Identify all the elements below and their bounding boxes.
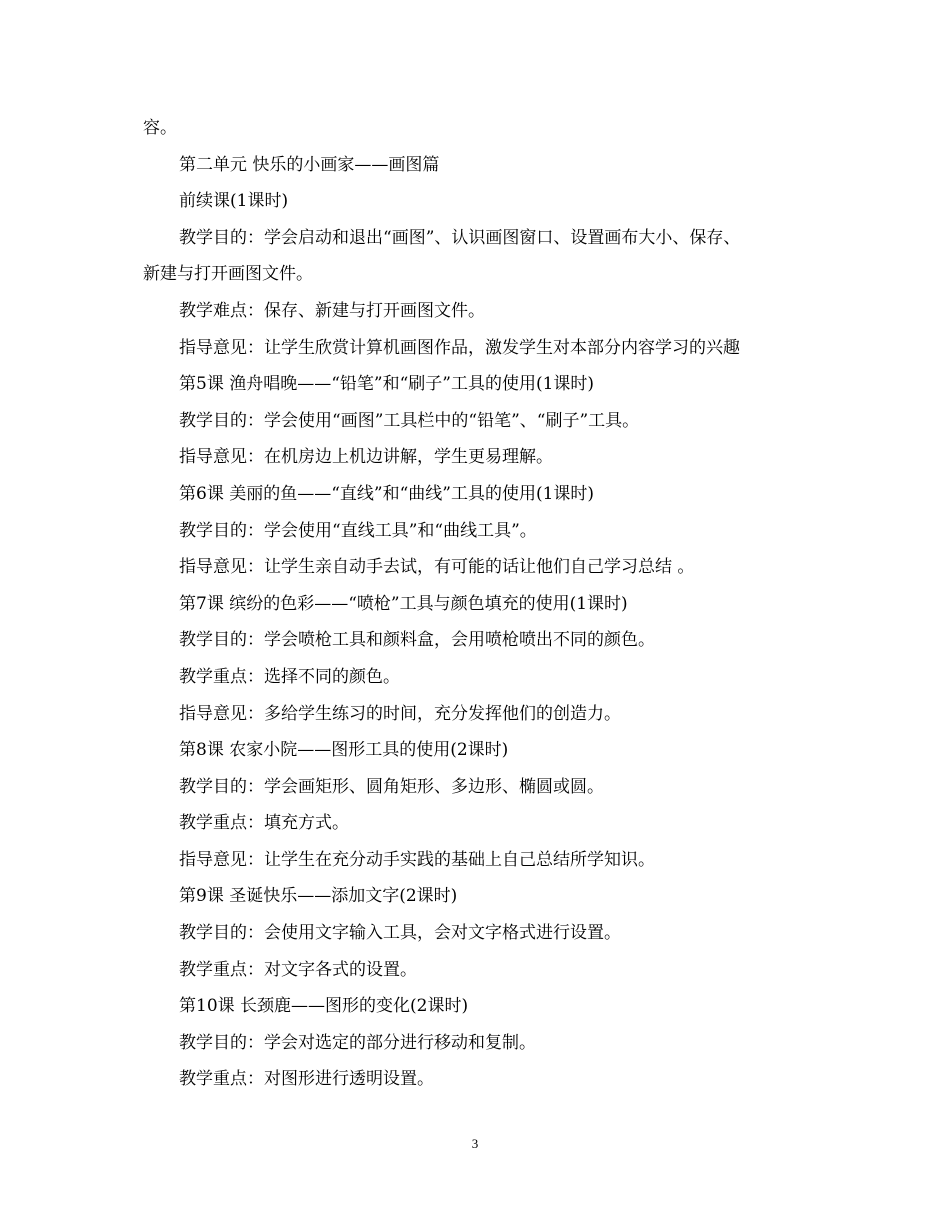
guidance-note: 指导意见：让学生欣赏计算机画图作品，激发学生对本部分内容学习的兴趣 <box>179 337 740 358</box>
teaching-key-point: 教学重点：对图形进行透明设置。 <box>179 1069 434 1090</box>
lesson-heading: 第8课 农家小院——图形工具的使用(2课时) <box>179 740 509 761</box>
lesson-heading: 第7课 缤纷的色彩——“喷枪”工具与颜色填充的使用(1课时) <box>179 593 628 614</box>
continued-text-line: 容。 <box>143 118 177 138</box>
teaching-key-point: 教学重点：选择不同的颜色。 <box>179 666 400 687</box>
guidance-note: 指导意见：让学生亲自动手去试，有可能的话让他们自己学习总结 。 <box>179 557 695 578</box>
lesson-heading: 第5课 渔舟唱晚——“铅笔”和“刷子”工具的使用(1课时) <box>179 374 595 395</box>
unit-heading: 第二单元 快乐的小画家——画图篇 <box>179 154 440 175</box>
teaching-objective: 教学目的：学会使用“直线工具”和“曲线工具”。 <box>179 520 537 541</box>
teaching-objective: 教学目的：学会启动和退出“画图”、认识画图窗口、设置画布大小、保存、 <box>179 227 741 248</box>
teaching-objective: 教学目的：学会画矩形、圆角矩形、多边形、椭圆或圆。 <box>179 776 604 797</box>
teaching-objective: 教学目的：学会使用“画图”工具栏中的“铅笔”、“刷子”工具。 <box>179 410 640 431</box>
lesson-heading: 第6课 美丽的鱼——“直线”和“曲线”工具的使用(1课时) <box>179 483 595 504</box>
teaching-key-point: 教学重点：对文字各式的设置。 <box>179 959 417 980</box>
teaching-objective-continued: 新建与打开画图文件。 <box>143 264 313 285</box>
lesson-heading: 第9课 圣诞快乐——添加文字(2课时) <box>179 886 458 907</box>
document-body <box>143 110 803 1098</box>
teaching-objective: 教学目的：会使用文字输入工具，会对文字格式进行设置。 <box>179 923 621 944</box>
lesson-heading: 第10课 长颈鹿——图形的变化(2课时) <box>179 996 469 1017</box>
guidance-note: 指导意见：在机房边上机边讲解，学生更易理解。 <box>179 447 553 468</box>
guidance-note: 指导意见：多给学生练习的时间，充分发挥他们的创造力。 <box>179 703 621 724</box>
teaching-objective: 教学目的：学会喷枪工具和颜料盒，会用喷枪喷出不同的颜色。 <box>179 630 655 651</box>
teaching-key-point: 教学重点：填充方式。 <box>179 813 349 834</box>
page-number: 3 <box>471 1136 479 1151</box>
lesson-heading: 前续课(1课时) <box>179 191 289 212</box>
teaching-difficulty: 教学难点：保存、新建与打开画图文件。 <box>179 300 485 321</box>
guidance-note: 指导意见：让学生在充分动手实践的基础上自己总结所学知识。 <box>179 849 655 870</box>
teaching-objective: 教学目的：学会对选定的部分进行移动和复制。 <box>179 1032 536 1053</box>
